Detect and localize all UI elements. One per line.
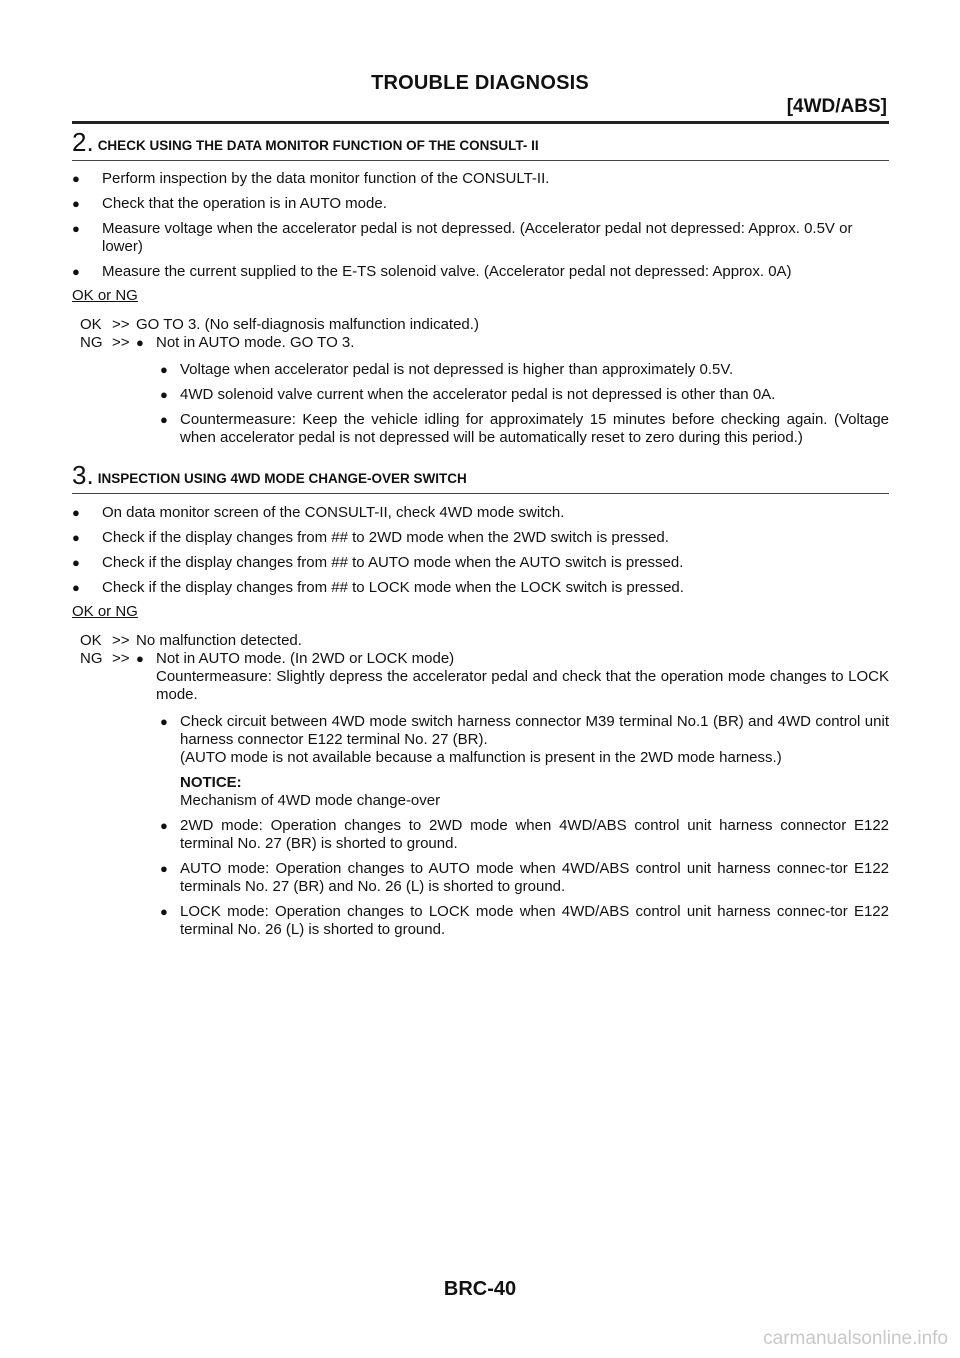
bullet-icon: ● (160, 714, 168, 729)
bullet-icon: ● (136, 335, 144, 350)
bullet-icon: ● (72, 555, 80, 570)
list-item: ● Measure voltage when the accelerator pedal is not depressed. (Accelerator pedal not depressed: Approx. 0.5V or lower) (72, 220, 853, 255)
list-item: ● Check if the display changes from ## to LOCK mode when the LOCK switch is pressed. (72, 579, 684, 596)
list-item: ● Voltage when accelerator pedal is not depressed is higher than approximately 0.5V. (160, 361, 734, 378)
mode-list (160, 817, 889, 939)
bullet-icon: ● (72, 221, 80, 236)
notice-text: Mechanism of 4WD mode change-over (180, 792, 441, 809)
bullet-icon: ● (160, 412, 168, 427)
bullet-icon: ● (72, 264, 80, 279)
bullet-icon: ● (72, 196, 80, 211)
step-3 (72, 460, 889, 946)
bullet-icon: ● (136, 651, 144, 666)
bullet-icon: ● (72, 171, 80, 186)
section-tag: [4WD/ABS] (786, 96, 887, 117)
step-3-bullets (72, 504, 889, 597)
step-2-header (72, 127, 889, 161)
list-item: ● AUTO mode: Operation changes to AUTO mode when 4WD/ABS control unit harness connec-tor E122 terminals No. 27 (BR) and No. 26 (L) is shorted to ground. (160, 860, 889, 895)
header-rule (72, 121, 889, 124)
list-item: ● Check if the display changes from ## to AUTO mode when the AUTO switch is pressed. (72, 554, 684, 571)
ok-result: OK >> GO TO 3. (No self-diagnosis malfunction indicated.) (80, 316, 479, 333)
bullet-icon: ● (160, 387, 168, 402)
step-number: 3. (72, 460, 94, 490)
list-item: ● 4WD solenoid valve current when the accelerator pedal is not depressed is other than 0A. (160, 386, 776, 403)
ng-details (160, 361, 889, 447)
bullet-icon: ● (160, 818, 168, 833)
page-title: TROUBLE DIAGNOSIS (371, 72, 589, 94)
ng-result: NG >> ● Not in AUTO mode. GO TO 3. (80, 334, 889, 352)
list-item: ● Countermeasure: Keep the vehicle idling for approximately 15 minutes before checking again. (Voltage when accelerator pedal is not depressed will be automatically reset to zero during this period.) (160, 411, 889, 446)
bullet-icon: ● (72, 580, 80, 595)
list-item: ● Check if the display changes from ## to 2WD mode when the 2WD switch is pressed. (72, 529, 669, 546)
bullet-icon: ● (160, 861, 168, 876)
list-item: ● Perform inspection by the data monitor function of the CONSULT-II. (72, 170, 550, 187)
step-title: CHECK USING THE DATA MONITOR FUNCTION OF THE CONSULT- II (97, 138, 539, 153)
bullet-icon: ● (160, 904, 168, 919)
bullet-icon: ● (160, 362, 168, 377)
watermark: carmanualsonline.info (763, 1328, 948, 1349)
list-item: ● 2WD mode: Operation changes to 2WD mode when 4WD/ABS control unit harness connector E122 terminal No. 27 (BR) is shorted to ground. (160, 817, 889, 852)
bullet-icon: ● (72, 505, 80, 520)
bullet-icon: ● (72, 530, 80, 545)
step-2 (72, 127, 889, 454)
step-number: 2. (72, 127, 94, 157)
step-2-bullets (72, 170, 889, 281)
notice (180, 774, 889, 810)
list-item: ● Check circuit between 4WD mode switch harness connector M39 terminal No.1 (BR) and 4WD control unit harness connector E122 terminal No. 27 (BR). (AUTO mode is not available because a malfunction is present in the 2WD mode harness.) (160, 713, 889, 766)
notice-label: NOTICE: (180, 774, 242, 791)
list-item: ● Not in AUTO mode. (In 2WD or LOCK mode) Countermeasure: Slightly depress the accelerator pedal and check that the operation mode changes to LOCK mode. (136, 650, 889, 703)
page-number: BRC-40 (443, 1278, 517, 1300)
ok-or-ng-label: OK or NG (72, 287, 138, 304)
ng-result: NG >> ● Not in AUTO mode. (In 2WD or LOCK mode) Countermeasure: Slightly depress the accelerator pedal and check that the operation mode changes to LOCK mode. (80, 650, 889, 703)
list-item: ● LOCK mode: Operation changes to LOCK mode when 4WD/ABS control unit harness connec-tor E122 terminal No. 26 (L) is shorted to ground. (160, 903, 889, 938)
list-item: ● Not in AUTO mode. GO TO 3. (136, 334, 355, 351)
list-item: ● Measure the current supplied to the E-TS solenoid valve. (Accelerator pedal not depressed: Approx. 0A) (72, 263, 792, 280)
list-item: ● On data monitor screen of the CONSULT-II, check 4WD mode switch. (72, 504, 565, 521)
ok-result: OK >> No malfunction detected. (80, 632, 302, 649)
ok-or-ng-label: OK or NG (72, 603, 138, 620)
step-3-header (72, 460, 889, 494)
step-title: INSPECTION USING 4WD MODE CHANGE-OVER SWITCH (97, 471, 467, 486)
ng-details (160, 713, 889, 767)
list-item: ● Check that the operation is in AUTO mode. (72, 195, 387, 212)
